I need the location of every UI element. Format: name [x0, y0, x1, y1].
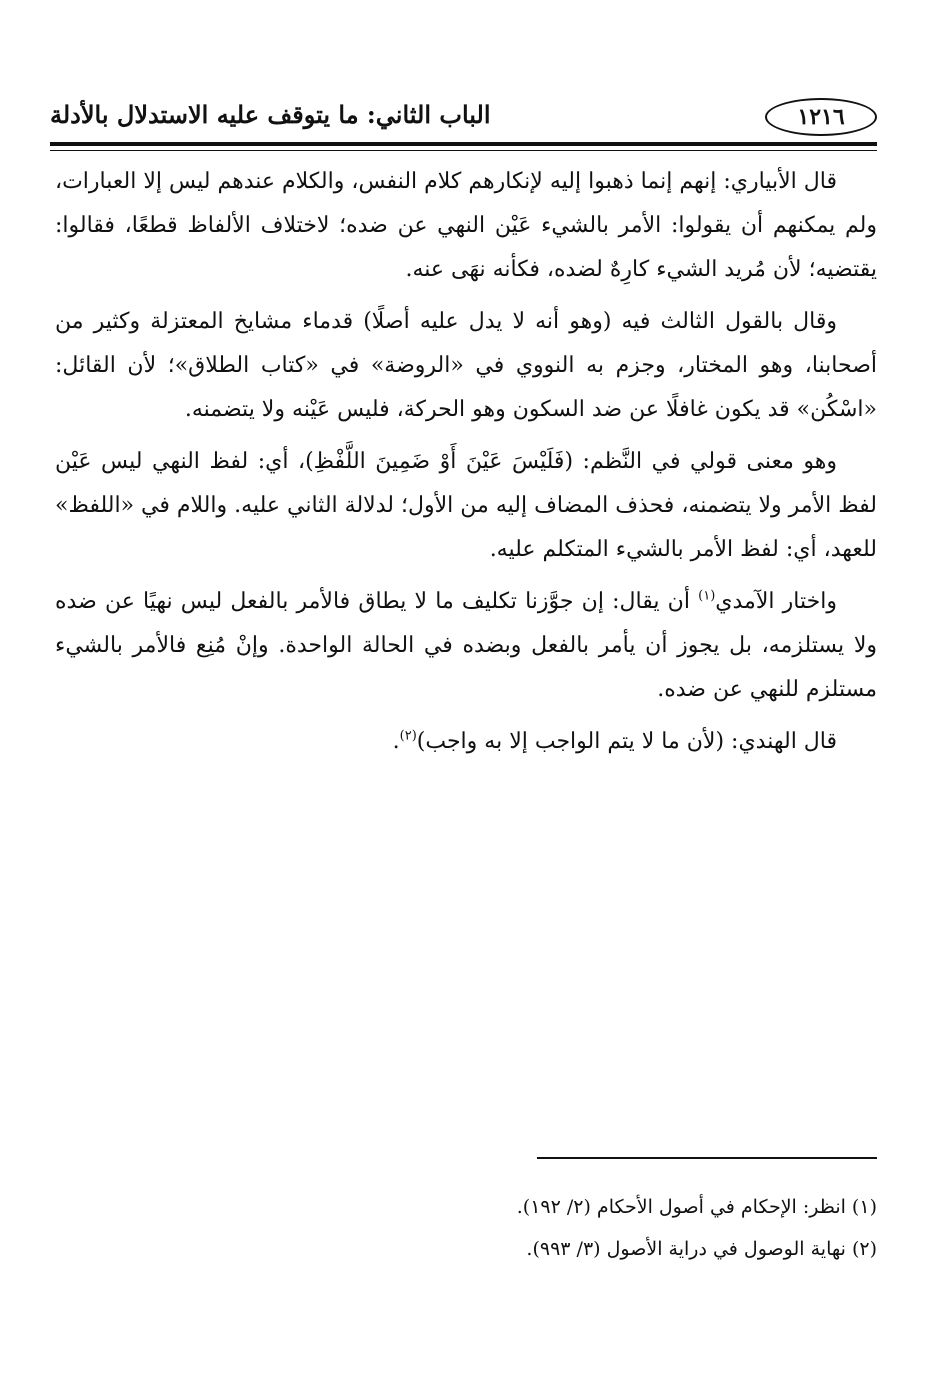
header-rule-thick	[50, 142, 877, 146]
paragraph-text: .	[392, 729, 400, 754]
paragraph-text: واختار الآمدي	[715, 589, 837, 614]
page-number: ١٢١٦	[765, 98, 877, 136]
paragraph-text: أن يقال: إن جوَّزنا تكليف ما لا يطاق فالأمر بالفعل ليس نهيًا عن ضده ولا يستلزمه، بل يجوز أن يأمر بالفعل وبضده في الحالة الواحدة. وإنْ مُنِع فالأمر بالشيء مستلزم للنهي عن ضده.	[55, 589, 877, 702]
running-title: الباب الثاني: ما يتوقف عليه الاستدلال بالأدلة	[50, 100, 491, 129]
footnotes	[55, 1186, 877, 1270]
paragraph: وهو معنى قولي في النَّظم: (فَلَيْسَ عَيْنَ أَوْ ضَمِينَ اللَّفْظِ)، أي: لفظ النهي ليس عَيْن لفظ الأمر ولا يتضمنه، فحذف المضاف إليه من الأول؛ لدلالة الثاني عليه. واللام في «اللفظ» للعهد، أي: لفظ الأمر بالشيء المتكلم عليه.	[55, 449, 877, 562]
footnote: (٢) نهاية الوصول في دراية الأصول (٣/ ٩٩٣).	[526, 1238, 877, 1260]
footnote-separator	[537, 1157, 877, 1159]
paragraph: وقال بالقول الثالث فيه (وهو أنه لا يدل عليه أصلًا) قدماء مشايخ المعتزلة وكثير من أصحابنا، وهو المختار، وجزم به النووي في «الروضة» في «كتاب الطلاق»؛ لأن القائل: «اسْكُن» قد يكون غافلًا عن ضد السكون وهو الحركة، فليس عَيْنه ولا يتضمنه.	[55, 309, 877, 422]
footnote-ref: (٢)	[399, 728, 417, 744]
footnote: (١) انظر: الإحكام في أصول الأحكام (٢/ ١٩٢).	[516, 1196, 877, 1218]
main-text	[55, 160, 877, 772]
paragraph-text: قال الهندي: (لأن ما لا يتم الواجب إلا به واجب)	[416, 729, 837, 754]
paragraph	[55, 720, 877, 764]
paragraph: قال الأبياري: إنهم إنما ذهبوا إليه لإنكارهم كلام النفس، والكلام عندهم ليس إلا العبارات، ولم يمكنهم أن يقولوا: الأمر بالشيء عَيْن النهي عن ضده؛ لاختلاف الألفاظ قطعًا، فقالوا: يقتضيه؛ لأن مُريد الشيء كارِهٌ لضده، فكأنه نهَى عنه.	[55, 169, 877, 282]
paragraph	[55, 580, 877, 712]
footnote-ref: (١)	[698, 588, 716, 604]
header-rule-thin	[50, 150, 877, 151]
page-header	[50, 92, 877, 140]
